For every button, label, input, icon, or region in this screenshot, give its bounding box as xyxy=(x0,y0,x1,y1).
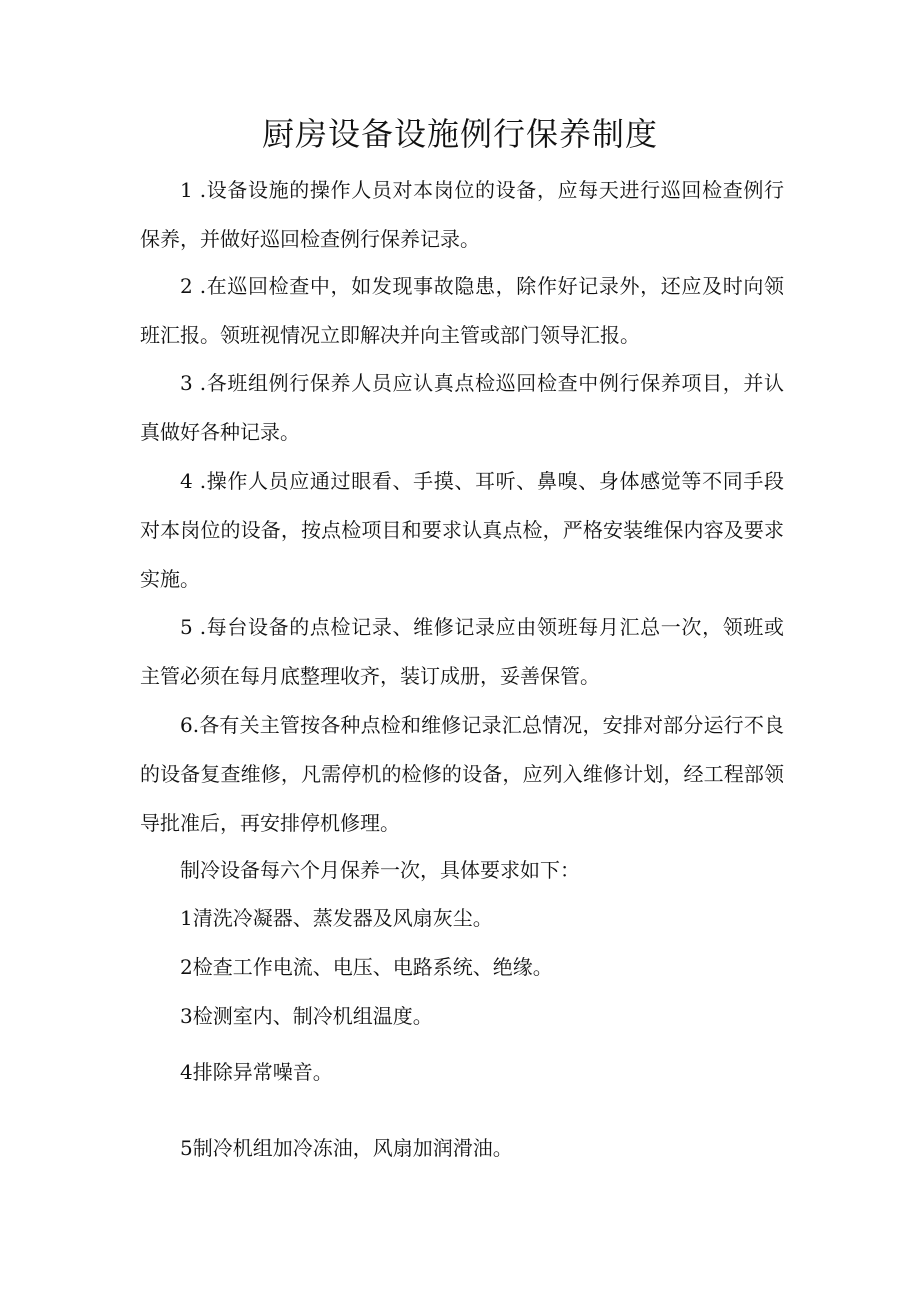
paragraph-9: 2检查工作电流、电压、电路系统、绝缘。 xyxy=(180,955,553,979)
paragraph-5: 5 .每台设备的点检记录、维修记录应由领班每月汇总一次，领班或主管必须在每月底整理收齐，装订成册，妥善保管。 xyxy=(140,615,784,688)
paragraph-12: 5制冷机组加冷冻油，风扇加润滑油。 xyxy=(180,1136,513,1160)
paragraph-4: 4 .操作人员应通过眼看、手摸、耳听、鼻嗅、身体感觉等不同手段对本岗位的设备，按点检项目和要求认真点检，严格安装维保内容及要求实施。 xyxy=(140,469,784,591)
paragraph-2: 2 .在巡回检查中，如发现事故隐患，除作好记录外，还应及时向领班汇报。领班视情况立即解决并向主管或部门领导汇报。 xyxy=(140,274,784,347)
paragraph-3: 3 .各班组例行保养人员应认真点检巡回检查中例行保养项目，并认真做好各种记录。 xyxy=(140,371,784,444)
paragraph-10: 3检测室内、制冷机组温度。 xyxy=(180,1004,433,1028)
document-title: 厨房设备设施例行保养制度 xyxy=(261,115,658,153)
paragraph-8: 1清洗冷凝器、蒸发器及风扇灰尘。 xyxy=(180,906,493,930)
paragraph-6: 6.各有关主管按各种点检和维修记录汇总情况，安排对部分运行不良的设备复查维修，凡需停机的检修的设备，应列入维修计划，经工程部领导批准后，再安排停机修理。 xyxy=(140,713,784,835)
paragraph-11: 4排除异常噪音。 xyxy=(180,1060,333,1084)
paragraph-7: 制冷设备每六个月保养一次，具体要求如下： xyxy=(180,858,580,882)
paragraph-1: 1 .设备设施的操作人员对本岗位的设备，应每天进行巡回检查例行保养，并做好巡回检查例行保养记录。 xyxy=(140,178,784,251)
